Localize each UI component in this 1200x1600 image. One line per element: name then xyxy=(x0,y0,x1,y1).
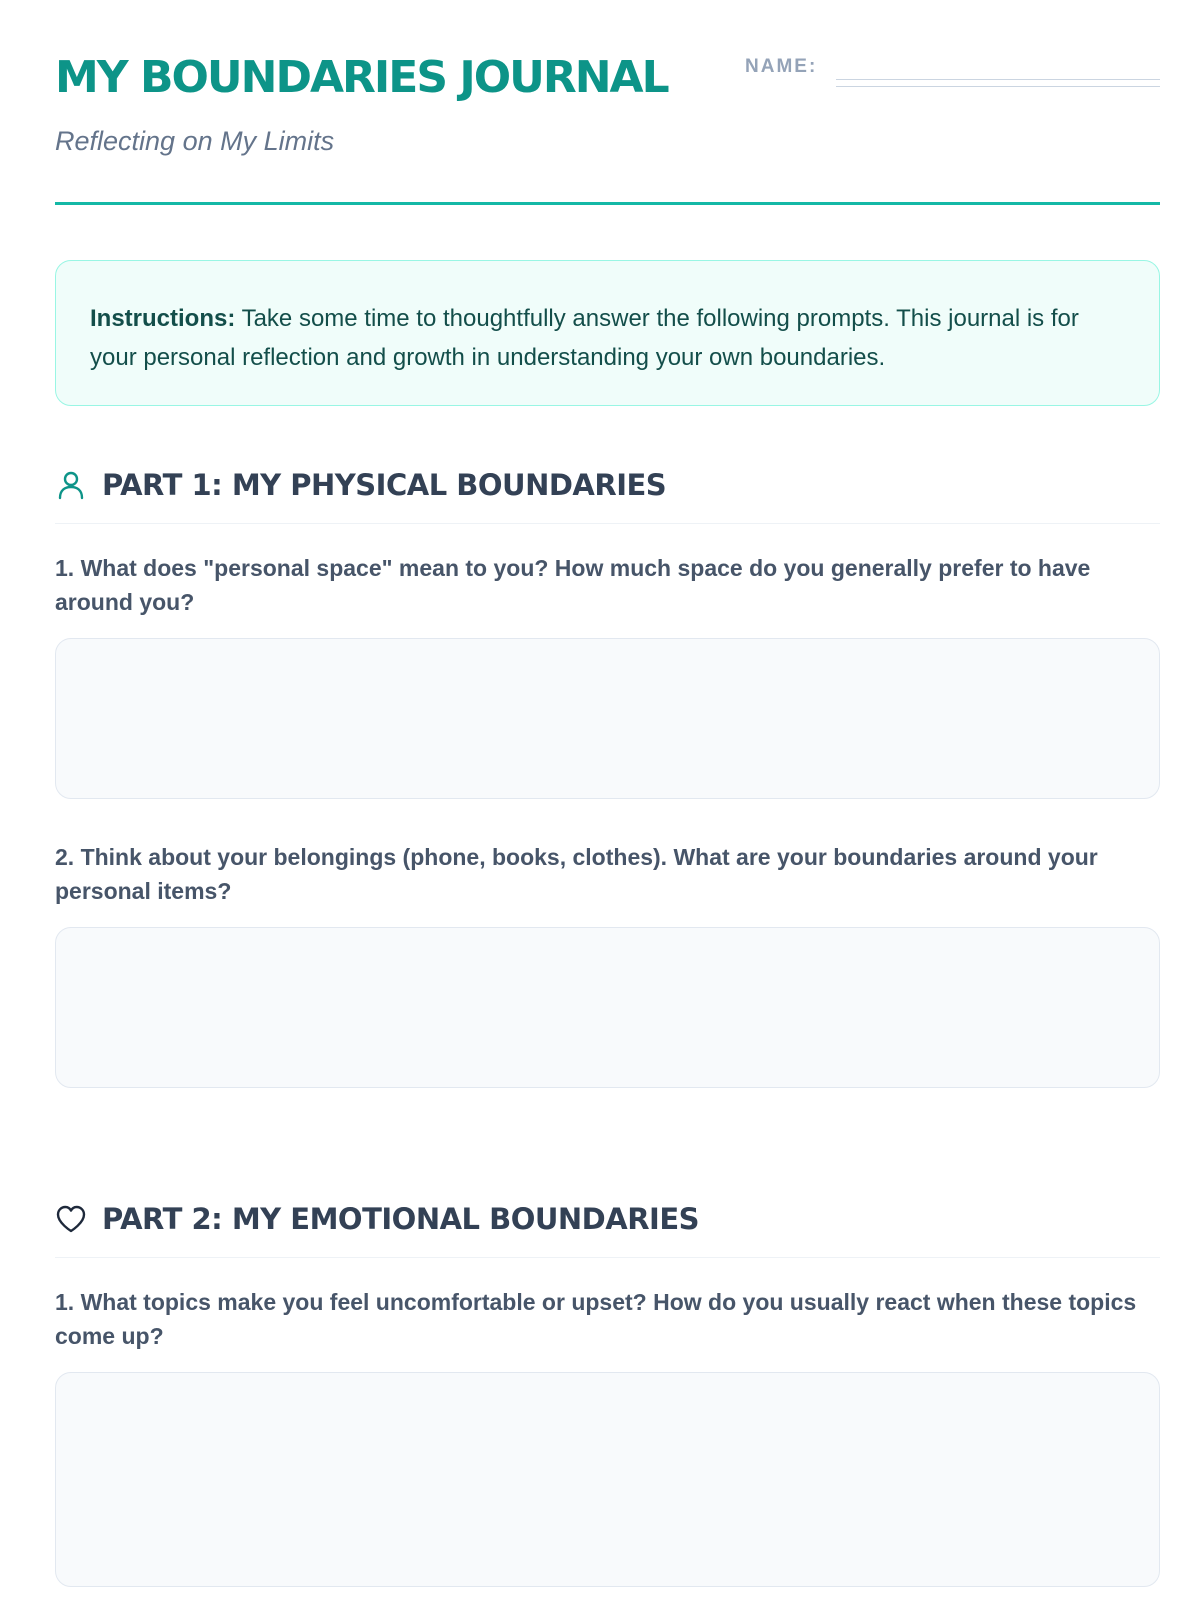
instructions-box xyxy=(55,260,1160,406)
heart-icon xyxy=(55,1203,87,1235)
header-divider xyxy=(55,202,1160,205)
section-title: PART 1: MY PHYSICAL BOUNDARIES xyxy=(102,468,667,502)
question-text: 1. What topics make you feel uncomfortable or upset? How do you usually react when these topics come up? xyxy=(55,1289,1137,1349)
question-text: 1. What does "personal space" mean to you? How much space do you generally prefer to have around you? xyxy=(55,555,1091,615)
answer-field[interactable] xyxy=(55,927,1160,1088)
instructions-text: Take some time to thoughtfully answer the following prompts. This journal is for your personal reflection and growth in understanding your own boundaries. xyxy=(90,305,1079,371)
section-divider xyxy=(55,523,1160,524)
answer-field[interactable] xyxy=(55,1372,1160,1587)
person-icon xyxy=(55,469,87,501)
name-label: NAME: xyxy=(745,56,818,77)
section-title: PART 2: MY EMOTIONAL BOUNDARIES xyxy=(102,1202,700,1236)
page-title: MY BOUNDARIES JOURNAL xyxy=(55,52,668,103)
page-subtitle: Reflecting on My Limits xyxy=(55,126,335,156)
section-emotional-heading xyxy=(55,1199,1160,1239)
answer-field[interactable] xyxy=(55,638,1160,799)
instructions-label: Instructions: xyxy=(90,305,236,332)
name-line[interactable] xyxy=(836,79,1160,87)
section-physical-heading xyxy=(55,465,1160,505)
section-divider xyxy=(55,1257,1160,1258)
question-text: 2. Think about your belongings (phone, books, clothes). What are your boundaries around your personal items? xyxy=(55,844,1098,904)
